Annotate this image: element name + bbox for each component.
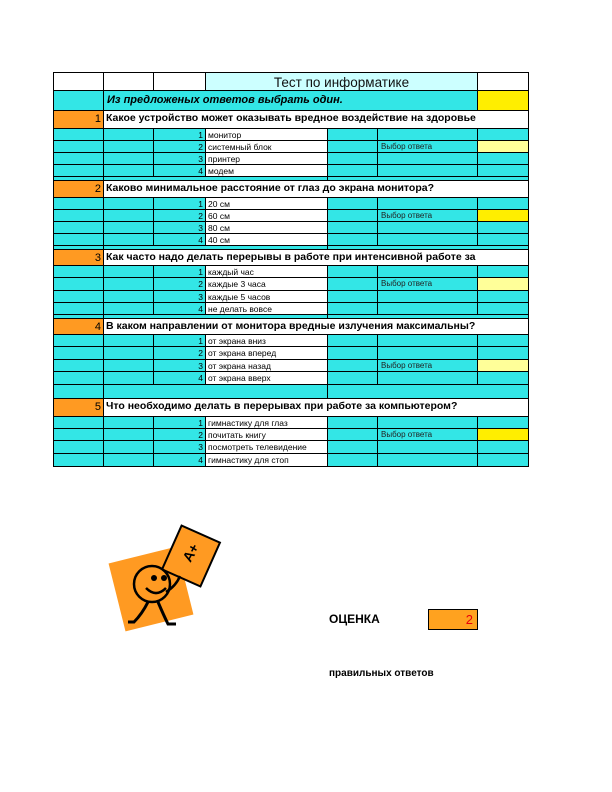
question-text: Как часто надо делать перерывы в работе при интенсивной работе за [106, 251, 476, 263]
grade-label: ОЦЕНКА [329, 612, 380, 626]
option-text[interactable]: почитать книгу [205, 428, 328, 441]
grid-cell [53, 453, 104, 467]
grid-cell [327, 453, 378, 467]
option-number: 1 [153, 265, 206, 278]
option-number: 3 [153, 440, 206, 454]
option-text[interactable]: 80 см [205, 221, 328, 234]
grid-cell [377, 371, 478, 385]
answer-hint: Выбор ответа [377, 209, 478, 222]
question-number: 1 [53, 110, 104, 129]
grid-cell [53, 440, 104, 454]
grid-cell [103, 440, 154, 454]
option-text[interactable]: гимнастику для стоп [205, 453, 328, 467]
grid-cell [477, 371, 529, 385]
option-text[interactable]: каждый час [205, 265, 328, 278]
option-number: 1 [153, 334, 206, 347]
question-text: Какое устройство может оказывать вредное воздействие на здоровье [106, 112, 476, 124]
question-number: 5 [53, 398, 104, 417]
question-number: 4 [53, 318, 104, 335]
grid-cell [377, 346, 478, 360]
grid-cell [53, 371, 104, 385]
grid-cell [327, 440, 378, 454]
grid-cell [103, 346, 154, 360]
option-text[interactable]: не делать вовсе [205, 302, 328, 315]
grid-cell [477, 440, 529, 454]
grid-cell [53, 72, 104, 91]
option-text[interactable]: от экрана вперед [205, 346, 328, 360]
grade-value[interactable]: 2 [428, 609, 478, 630]
option-text[interactable]: модем [205, 164, 328, 177]
option-number: 3 [153, 152, 206, 165]
option-text[interactable]: от экрана вверх [205, 371, 328, 385]
grid-cell [53, 346, 104, 360]
option-number: 1 [153, 416, 206, 429]
option-number: 1 [153, 128, 206, 141]
grid-cell [327, 371, 378, 385]
option-number: 3 [153, 290, 206, 303]
option-number: 4 [153, 453, 206, 467]
question-number: 2 [53, 180, 104, 198]
option-number: 4 [153, 302, 206, 315]
grid-cell [327, 346, 378, 360]
grid-cell [53, 277, 104, 291]
grid-cell [377, 440, 478, 454]
option-number: 2 [153, 277, 206, 291]
option-text[interactable]: от экрана вниз [205, 334, 328, 347]
option-number: 4 [153, 233, 206, 246]
option-text[interactable]: каждые 5 часов [205, 290, 328, 303]
option-number: 2 [153, 346, 206, 360]
grid-cell [53, 384, 104, 399]
grid-cell [103, 384, 328, 399]
option-text[interactable]: гимнастику для глаз [205, 416, 328, 429]
grid-cell [477, 90, 529, 111]
grid-cell [477, 453, 529, 467]
page-title: Тест по информатике [205, 72, 478, 91]
grid-cell [477, 346, 529, 360]
option-number: 1 [153, 197, 206, 210]
option-text[interactable]: принтер [205, 152, 328, 165]
student-mascot-icon [108, 522, 228, 642]
svg-text:A+: A+ [179, 540, 203, 565]
option-text[interactable]: посмотреть телевидение [205, 440, 328, 454]
option-text[interactable]: монитор [205, 128, 328, 141]
answer-hint: Выбор ответа [377, 140, 478, 153]
grid-cell [477, 72, 529, 91]
grid-cell [153, 72, 206, 91]
instruction-text: Из предложеных ответов выбрать один. [103, 90, 478, 111]
option-text[interactable]: 60 см [205, 209, 328, 222]
question-number: 3 [53, 249, 104, 266]
answer-hint: Выбор ответа [377, 359, 478, 372]
answer-hint: Выбор ответа [377, 428, 478, 441]
option-text[interactable]: каждые 3 часа [205, 277, 328, 291]
option-text[interactable]: системный блок [205, 140, 328, 153]
grid-cell [327, 384, 529, 399]
option-number: 2 [153, 209, 206, 222]
option-number: 4 [153, 164, 206, 177]
option-text[interactable]: от экрана назад [205, 359, 328, 372]
grid-cell [103, 453, 154, 467]
question-text: Что необходимо делать в перерывах при работе за компьютером? [106, 400, 458, 412]
answer-input-cell[interactable] [477, 277, 529, 291]
grid-cell [103, 371, 154, 385]
grid-cell [377, 453, 478, 467]
option-number: 2 [153, 140, 206, 153]
grid-cell [103, 72, 154, 91]
option-text[interactable]: 20 см [205, 197, 328, 210]
grid-cell [53, 90, 104, 111]
option-number: 4 [153, 371, 206, 385]
correct-answers-label: правильных ответов [329, 668, 434, 679]
option-number: 2 [153, 428, 206, 441]
option-number: 3 [153, 221, 206, 234]
grid-cell [103, 277, 154, 291]
question-text: Каково минимальное расстояние от глаз до экрана монитора? [106, 182, 434, 194]
question-text: В каком направлении от монитора вредные излучения максимальны? [106, 320, 476, 332]
answer-hint: Выбор ответа [377, 277, 478, 291]
option-number: 3 [153, 359, 206, 372]
option-text[interactable]: 40 см [205, 233, 328, 246]
grid-cell [327, 277, 378, 291]
